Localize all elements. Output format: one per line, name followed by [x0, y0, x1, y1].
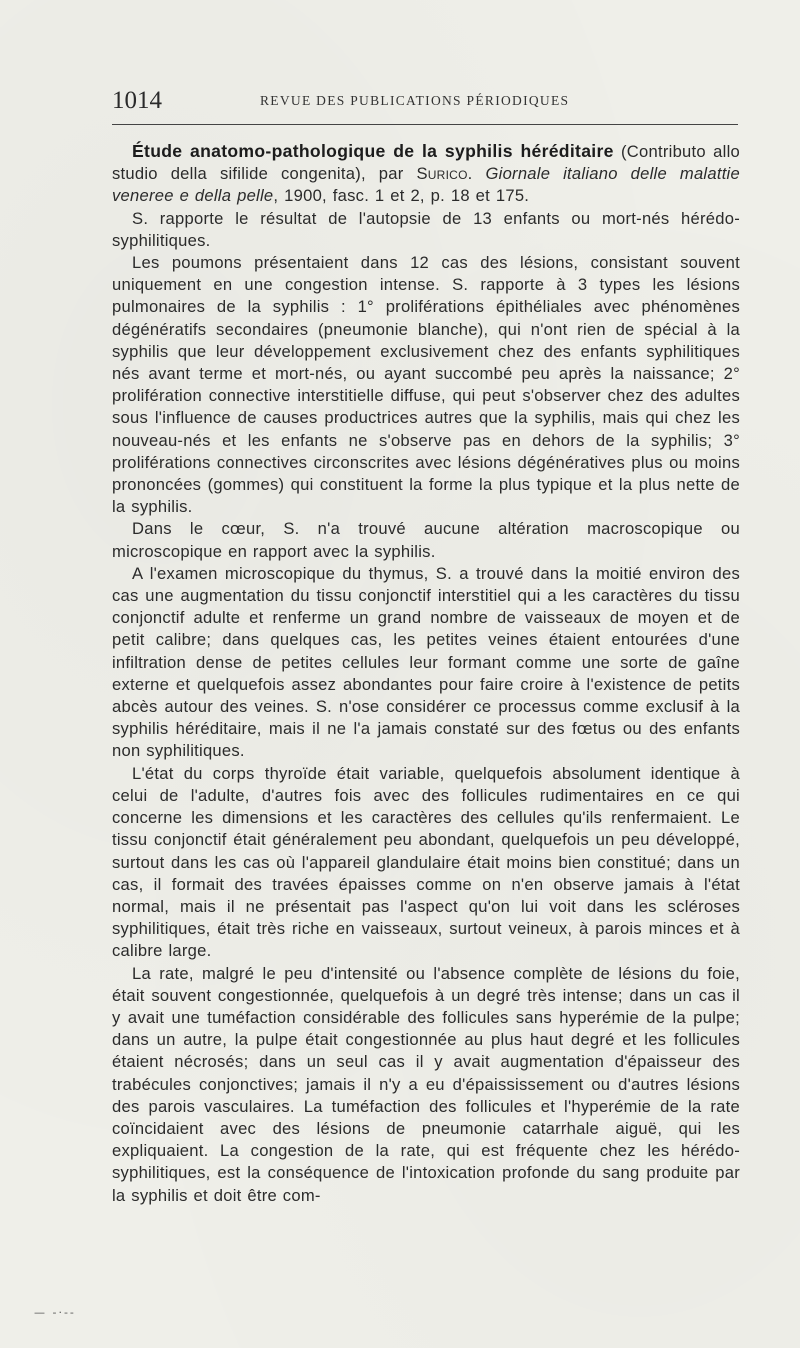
article-subtitle: (Contributo allo studio della sifilide congenita), par: [112, 142, 740, 184]
journal-name: Giornale italiano delle malattie veneree e della pelle: [112, 164, 740, 206]
article-heading-paragraph: Étude anatomo-pathologique de la syphilis héréditaire (Contributo allo studio della sifilide congenita), par Surico. Giornale italiano delle malattie veneree e della pelle, 1900, fasc. 1 et 2, p. 18 et 175.: [112, 141, 740, 206]
article-body: [112, 140, 740, 1207]
page-number: 1014: [112, 87, 162, 114]
paragraph-spleen: La rate, malgré le peu d'intensité ou l'absence complète de lésions du foie, était souvent congestionnée, quelquefois à un degré très intense; dans un cas il y avait une tuméfaction considérable des follicules sans hyperémie de la pulpe; dans un autre, la pulpe était congestionnée au plus haut degré et les follicules étaient nécrosés; dans un seul cas il y avait augmentation d'épaisseur des trabécules conjonctives; jamais il n'y a eu d'épaississement ou d'autres lésions des parois vasculaires. La tuméfaction des follicules et l'hyperémie de la rate coïncidaient avec des lésions de pneumonie catarrhale aiguë, qui les expliquaient. La congestion de la rate, qui est fréquente chez les hérédo-syphilitiques, est la conséquence de l'intoxication profonde du sang produite par la syphilis et doit être com-: [112, 963, 740, 1205]
paragraph-heart: Dans le cœur, S. n'a trouvé aucune altération macroscopique ou microscopique en rapport avec la syphilis.: [112, 519, 740, 561]
citation-details: , 1900, fasc. 1 et 2, p. 18 et 175.: [273, 186, 530, 206]
margin-mark: — -·--: [34, 1306, 76, 1319]
header-rule: [112, 124, 738, 125]
paragraph-autopsy: S. rapporte le résultat de l'autopsie de 13 enfants ou mort-nés hérédo-syphilitiques.: [112, 208, 740, 250]
article-author: Surico: [416, 164, 468, 184]
paragraph-thymus: A l'examen microscopique du thymus, S. a trouvé dans la moitié environ des cas une augmentation du tissu conjonctif interstitiel qui a les caractères du tissu conjonctif adulte et renferme un grand nombre de vaisseaux de moyen et de petit calibre; dans quelques cas, les petites veines étaient entourées d'une infiltration dense de petites cellules leur formant comme une sorte de gaîne externe et quelquefois assez abondantes pour faire croire à l'existence de petits abcès autour des veines. S. n'ose considérer ce processus comme exclusif à la syphilis héréditaire, mais il ne l'a jamais constaté sur des fœtus ou des enfants non syphilitiques.: [112, 563, 740, 761]
page-header: [112, 86, 738, 116]
article-title: Étude anatomo-pathologique de la syphilis héréditaire: [132, 141, 614, 161]
paragraph-lungs: Les poumons présentaient dans 12 cas des lésions, consistant souvent uniquement en une congestion intense. S. rapporte à 3 types les lésions pulmonaires de la syphilis : 1° proliférations épithéliales avec phénomènes dégénératifs secondaires (pneumonie blanche), qui n'ont rien de spécial à la syphilis que leur développement exclusivement chez des enfants syphilitiques nés avant terme et mort-nés, ou ayant succombé peu après la naissance; 2° prolifération connective interstitielle diffuse, qui peut s'observer chez des adultes sous l'influence de causes productrices autres que la syphilis, mais qui chez les nouveau-nés et les enfants ne s'observe pas en dehors de la syphilis; 3° proliférations connectives circonscrites avec lésions dégénératives plus ou moins prononcées (gommes) qui constituent la forme la plus typique et la plus nette de la syphilis.: [112, 253, 740, 517]
paragraph-thyroid: L'état du corps thyroïde était variable, quelquefois absolument identique à celui de l'adulte, d'autres fois avec des follicules rudimentaires en ce qui concerne les dimensions et les caractères des cellules qu'ils renfermaient. Le tissu conjonctif était généralement peu abondant, quelquefois un peu développé, surtout dans les cas où l'appareil glandulaire était moins bien constitué; dans un cas, il formait des travées épaisses comme on n'en observe jamais à l'état normal, mais il ne présentait pas l'aspect qu'on lui voit dans les scléroses syphilitiques, était très riche en vaisseaux, surtout veineux, à parois minces et à calibre large.: [112, 763, 740, 961]
running-title: REVUE DES PUBLICATIONS PÉRIODIQUES: [260, 93, 570, 108]
